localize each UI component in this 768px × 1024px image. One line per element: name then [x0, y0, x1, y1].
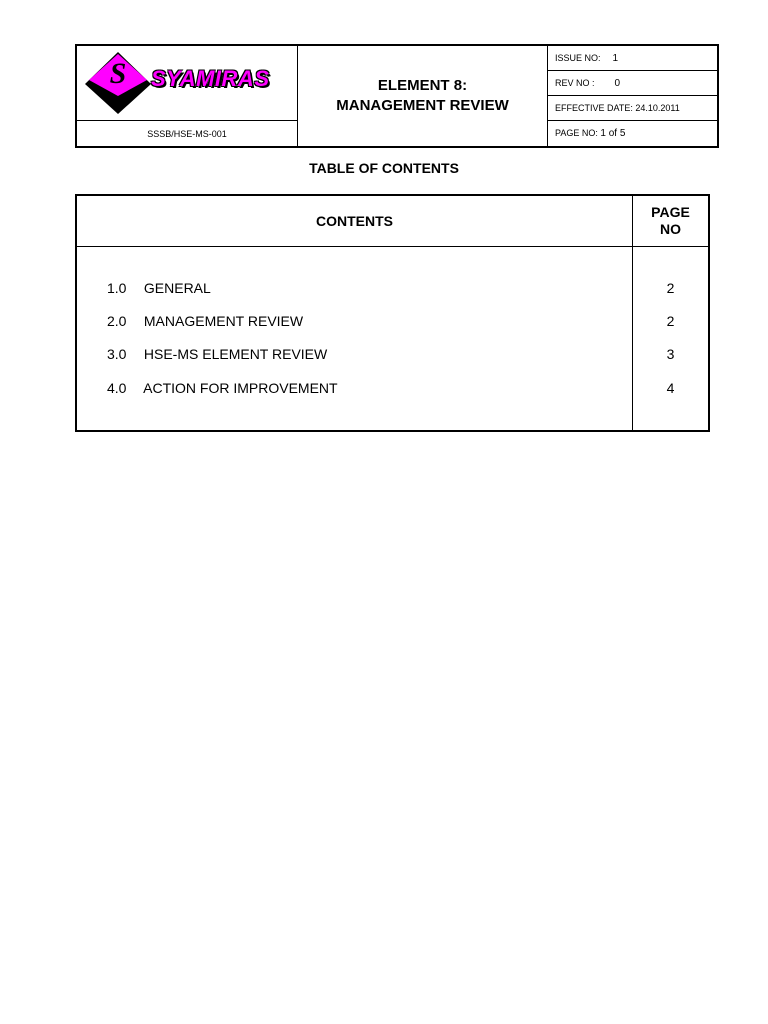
page-no-cell: [548, 121, 719, 148]
item-number: 3.0: [107, 346, 127, 362]
toc-items-cell: [76, 247, 633, 432]
title-line-1: ELEMENT 8:: [377, 77, 468, 94]
effective-date-value: 24.10.2011: [635, 103, 680, 113]
issue-no-label: ISSUE NO:: [555, 52, 601, 63]
toc-pages-cell: [633, 247, 710, 432]
list-item: [107, 280, 211, 296]
logo-cell: [76, 45, 298, 121]
item-title: GENERAL: [143, 280, 211, 296]
item-page-number: 2: [666, 313, 675, 329]
item-number: 4.0: [107, 380, 127, 396]
toc-heading: TABLE OF CONTENTS: [309, 160, 459, 176]
item-title: MANAGEMENT REVIEW: [143, 313, 304, 329]
list-item: [107, 313, 303, 329]
rev-no-cell: [548, 71, 719, 96]
title-line-2: MANAGEMENT REVIEW: [336, 97, 509, 114]
document-header: [75, 44, 719, 148]
list-item: [107, 346, 327, 362]
company-logo-icon: [83, 50, 153, 116]
document-title: [298, 45, 548, 147]
document-number: SSSB/HSE-MS-001: [76, 121, 298, 148]
page-header-line-2: NO: [660, 221, 681, 237]
item-page-number: 2: [666, 280, 675, 296]
page-header-line-1: PAGE: [651, 204, 690, 220]
rev-no-label: REV NO :: [555, 77, 595, 88]
item-page-number: 4: [666, 380, 675, 396]
contents-column-header: CONTENTS: [76, 195, 633, 247]
toc-table: [75, 194, 710, 432]
page-column-header: [633, 195, 710, 247]
page-no-label: PAGE NO:: [555, 128, 598, 138]
effective-date-label: EFFECTIVE DATE:: [555, 103, 633, 113]
list-item: [107, 380, 338, 396]
item-title: HSE-MS ELEMENT REVIEW: [143, 346, 328, 362]
rev-no-value: 0: [614, 77, 621, 89]
item-page-number: 3: [666, 346, 675, 362]
effective-date-cell: [548, 96, 719, 121]
item-number: 1.0: [107, 280, 127, 296]
brand-name: SYAMIRAS: [151, 66, 270, 91]
item-title: ACTION FOR IMPROVEMENT: [143, 380, 338, 396]
issue-no-cell: [548, 45, 719, 71]
page-no-value: 1 of 5: [600, 128, 626, 139]
logo-letter: S: [109, 57, 127, 90]
issue-no-value: 1: [612, 52, 619, 64]
item-number: 2.0: [107, 313, 127, 329]
